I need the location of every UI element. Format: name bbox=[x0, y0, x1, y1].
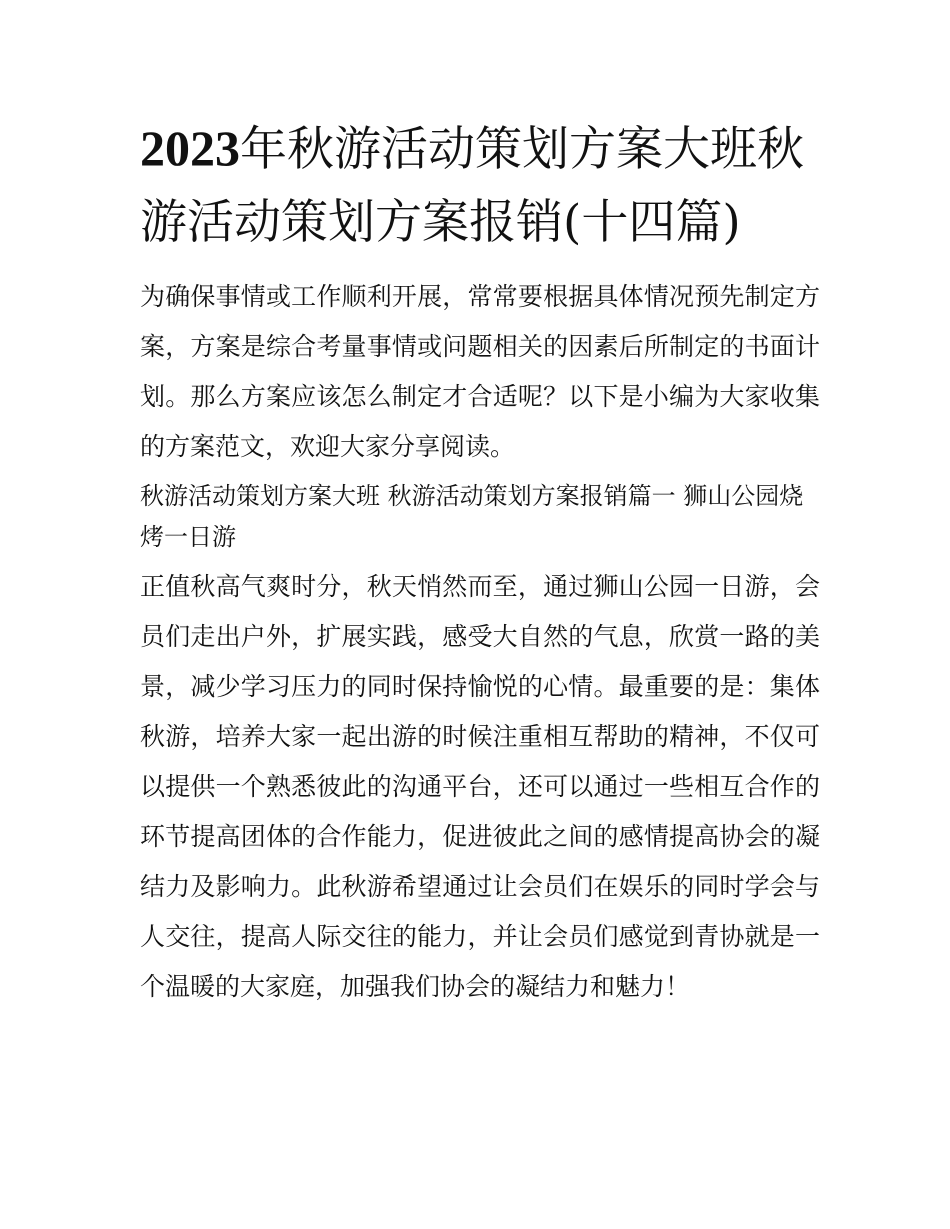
document-page bbox=[140, 112, 820, 1012]
intro-paragraph: 为确保事情或工作顺利开展，常常要根据具体情况预先制定方案，方案是综合考量事情或问题相关的因素后所制定的书面计划。那么方案应该怎么制定才合适呢？以下是小编为大家收集的方案范文，欢迎大家分享阅读。 bbox=[140, 282, 820, 461]
section-heading: 秋游活动策划方案大班 秋游活动策划方案报销篇一 狮山公园烧烤一日游 bbox=[140, 482, 804, 551]
body-paragraph: 正值秋高气爽时分，秋天悄然而至，通过狮山公园一日游，会员们走出户外，扩展实践，感受大自然的气息，欣赏一路的美景，减少学习压力的同时保持愉悦的心情。最重要的是：集体秋游，培养大家一起出游的时候注重相互帮助的精神，不仅可以提供一个熟悉彼此的沟通平台，还可以通过一些相互合作的环节提高团体的合作能力，促进彼此之间的感情提高协会的凝结力及影响力。此秋游希望通过让会员们在娱乐的同时学会与人交往，提高人际交往的能力，并让会员们感觉到青协就是一个温暖的大家庭，加强我们协会的凝结力和魅力！ bbox=[140, 572, 820, 1001]
document-title-year: 2023 bbox=[140, 120, 240, 176]
document-title bbox=[140, 112, 820, 259]
document-title-text: 年秋游活动策划方案大班秋游活动策划方案报销(十四篇) bbox=[140, 122, 804, 250]
